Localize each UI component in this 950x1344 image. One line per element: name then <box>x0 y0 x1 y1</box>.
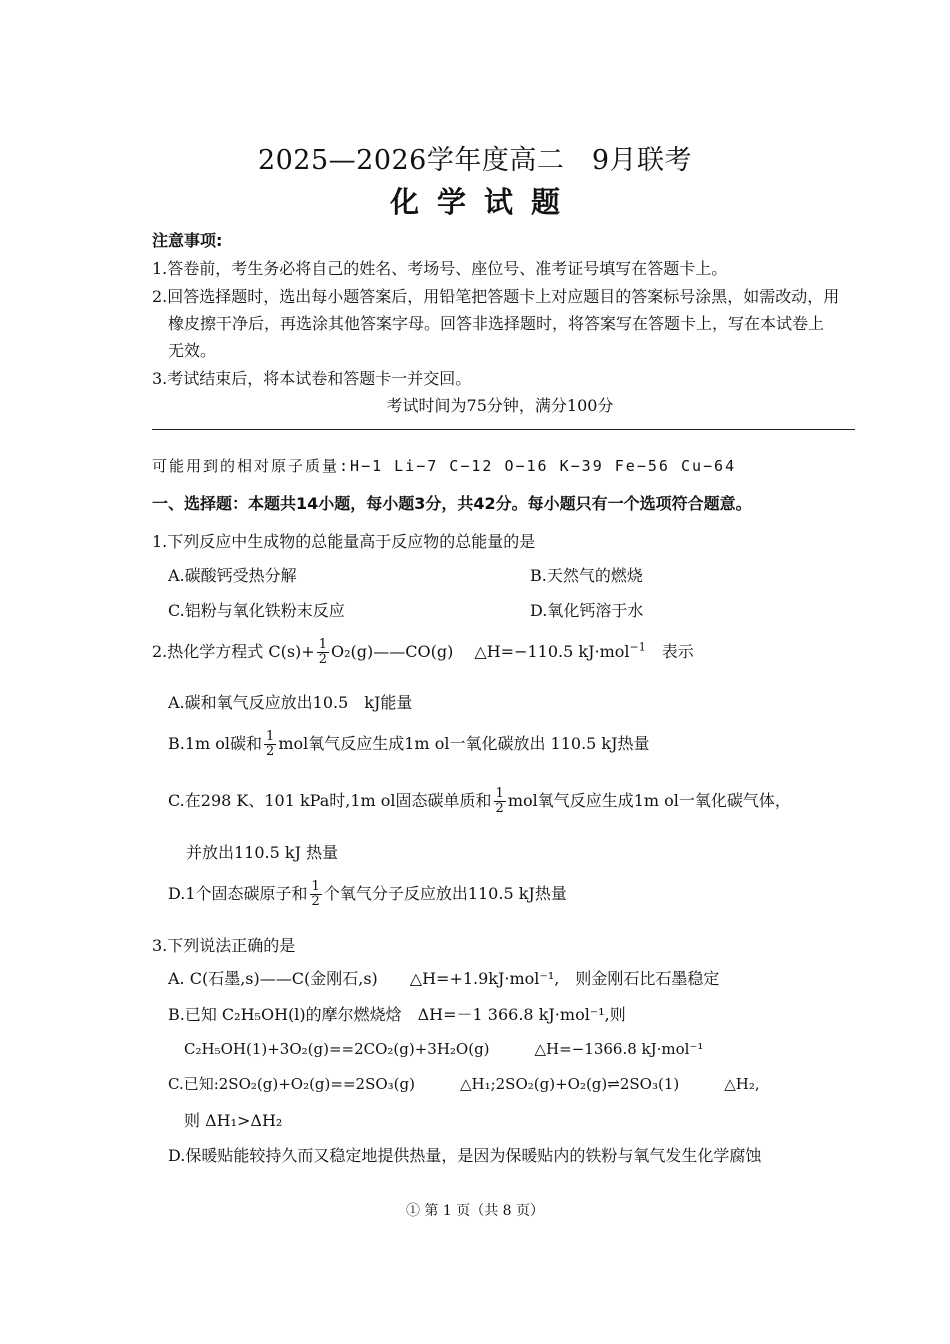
note-3: 3.考试结束后，将本试卷和答题卡一并交回。 <box>152 369 472 388</box>
q1-option-a: A.碳酸钙受热分解 <box>168 566 297 585</box>
q3-option-b: B.已知 C₂H₅OH(l)的摩尔燃烧焓 ΔH=－1 366.8 kJ·mol⁻¹,则 <box>168 1005 626 1024</box>
exam-title: 2025—2026学年度高二 9月联考 <box>257 145 693 176</box>
q1-option-c: C.铝粉与氧化铁粉末反应 <box>168 601 345 620</box>
fraction-half: $\frac{1}{2}$ <box>318 637 327 667</box>
time-info: 考试时间为75分钟，满分100分 <box>386 396 614 415</box>
q2-option-b: B.1m ol碳和 $\frac{1}{2}$ mol氧气反应生成1m ol一氧化碳放出 110.5 kJ热量 <box>168 729 650 759</box>
q2-option-c-cont: 并放出110.5 kJ 热量 <box>186 843 339 862</box>
section-heading: 一、选择题：本题共14小题，每小题3分，共42分。每小题只有一个选项符合题意。 <box>152 494 752 513</box>
atomic-masses: 可能用到的相对原子质量:H−1 Li−7 C−12 O−16 K−39 Fe−56 Cu−64 <box>152 457 737 475</box>
q1-option-b: B.天然气的燃烧 <box>530 566 643 585</box>
q3-option-c: C.已知:2SO₂(g)+O₂(g)==2SO₃(g) △H₁;2SO₂(g)+O₂(g)⇌2SO₃(1) △H₂, <box>168 1075 760 1093</box>
q2-option-a: A.碳和氧气反应放出10.5 kJ能量 <box>168 693 413 712</box>
page-footer: ① 第 1 页（共 8 页） <box>405 1203 545 1219</box>
note-1: 1.答卷前，考生务必将自己的姓名、考场号、座位号、准考证号填写在答题卡上。 <box>152 259 728 278</box>
fraction-half: $\frac{1}{2}$ <box>311 879 320 909</box>
divider <box>152 429 855 430</box>
fraction-half: $\frac{1}{2}$ <box>266 729 275 759</box>
q1-option-d: D.氧化钙溶于水 <box>530 601 644 620</box>
note-2-cont2: 无效。 <box>168 341 217 360</box>
q1-stem: 1.下列反应中生成物的总能量高于反应物的总能量的是 <box>152 532 536 551</box>
q2-stem: 2.热化学方程式 C(s)+ $\frac{1}{2}$ O₂(g)——CO(g) △H=−110.5 kJ·mol$^{-1}$ 表示 <box>152 637 694 667</box>
q3-stem: 3.下列说法正确的是 <box>152 936 296 955</box>
notes-heading: 注意事项: <box>152 231 223 250</box>
note-2: 2.回答选择题时，选出每小题答案后，用铅笔把答题卡上对应题目的答案标号涂黑，如需改动，用 <box>152 287 840 306</box>
subject-title: 化学试题 <box>389 185 578 219</box>
q3-option-c-cont: 则 ΔH₁>ΔH₂ <box>184 1111 283 1130</box>
q2-stem-end: 表示 <box>645 642 694 661</box>
note-2-cont: 橡皮擦干净后，再选涂其他答案字母。回答非选择题时，将答案写在答题卡上，写在本试卷上 <box>168 314 825 333</box>
q2-stem-pre: 2.热化学方程式 C(s)+ <box>152 642 315 661</box>
q3-option-b-equation: C₂H₅OH(1)+3O₂(g)==2CO₂(g)+3H₂O(g) △H=−1366.8 kJ·mol⁻¹ <box>184 1040 704 1058</box>
q3-option-d: D.保暖贴能较持久而又稳定地提供热量，是因为保暖贴内的铁粉与氧气发生化学腐蚀 <box>168 1146 762 1165</box>
q2-option-c: C.在298 K、101 kPa时,1m ol固态碳单质和 $\frac{1}{2}$ mol氧气反应生成1m ol一氧化碳气体， <box>168 786 791 816</box>
q2-option-d: D.1个固态碳原子和 $\frac{1}{2}$ 个氧气分子反应放出110.5 kJ热量 <box>168 879 567 909</box>
fraction-half: $\frac{1}{2}$ <box>495 786 504 816</box>
q3-option-a: A. C(石墨,s)——C(金刚石,s) △H=+1.9kJ·mol⁻¹, 则金刚石比石墨稳定 <box>168 969 720 988</box>
q2-stem-post: O₂(g)——CO(g) △H=−110.5 kJ·mol <box>330 642 630 661</box>
